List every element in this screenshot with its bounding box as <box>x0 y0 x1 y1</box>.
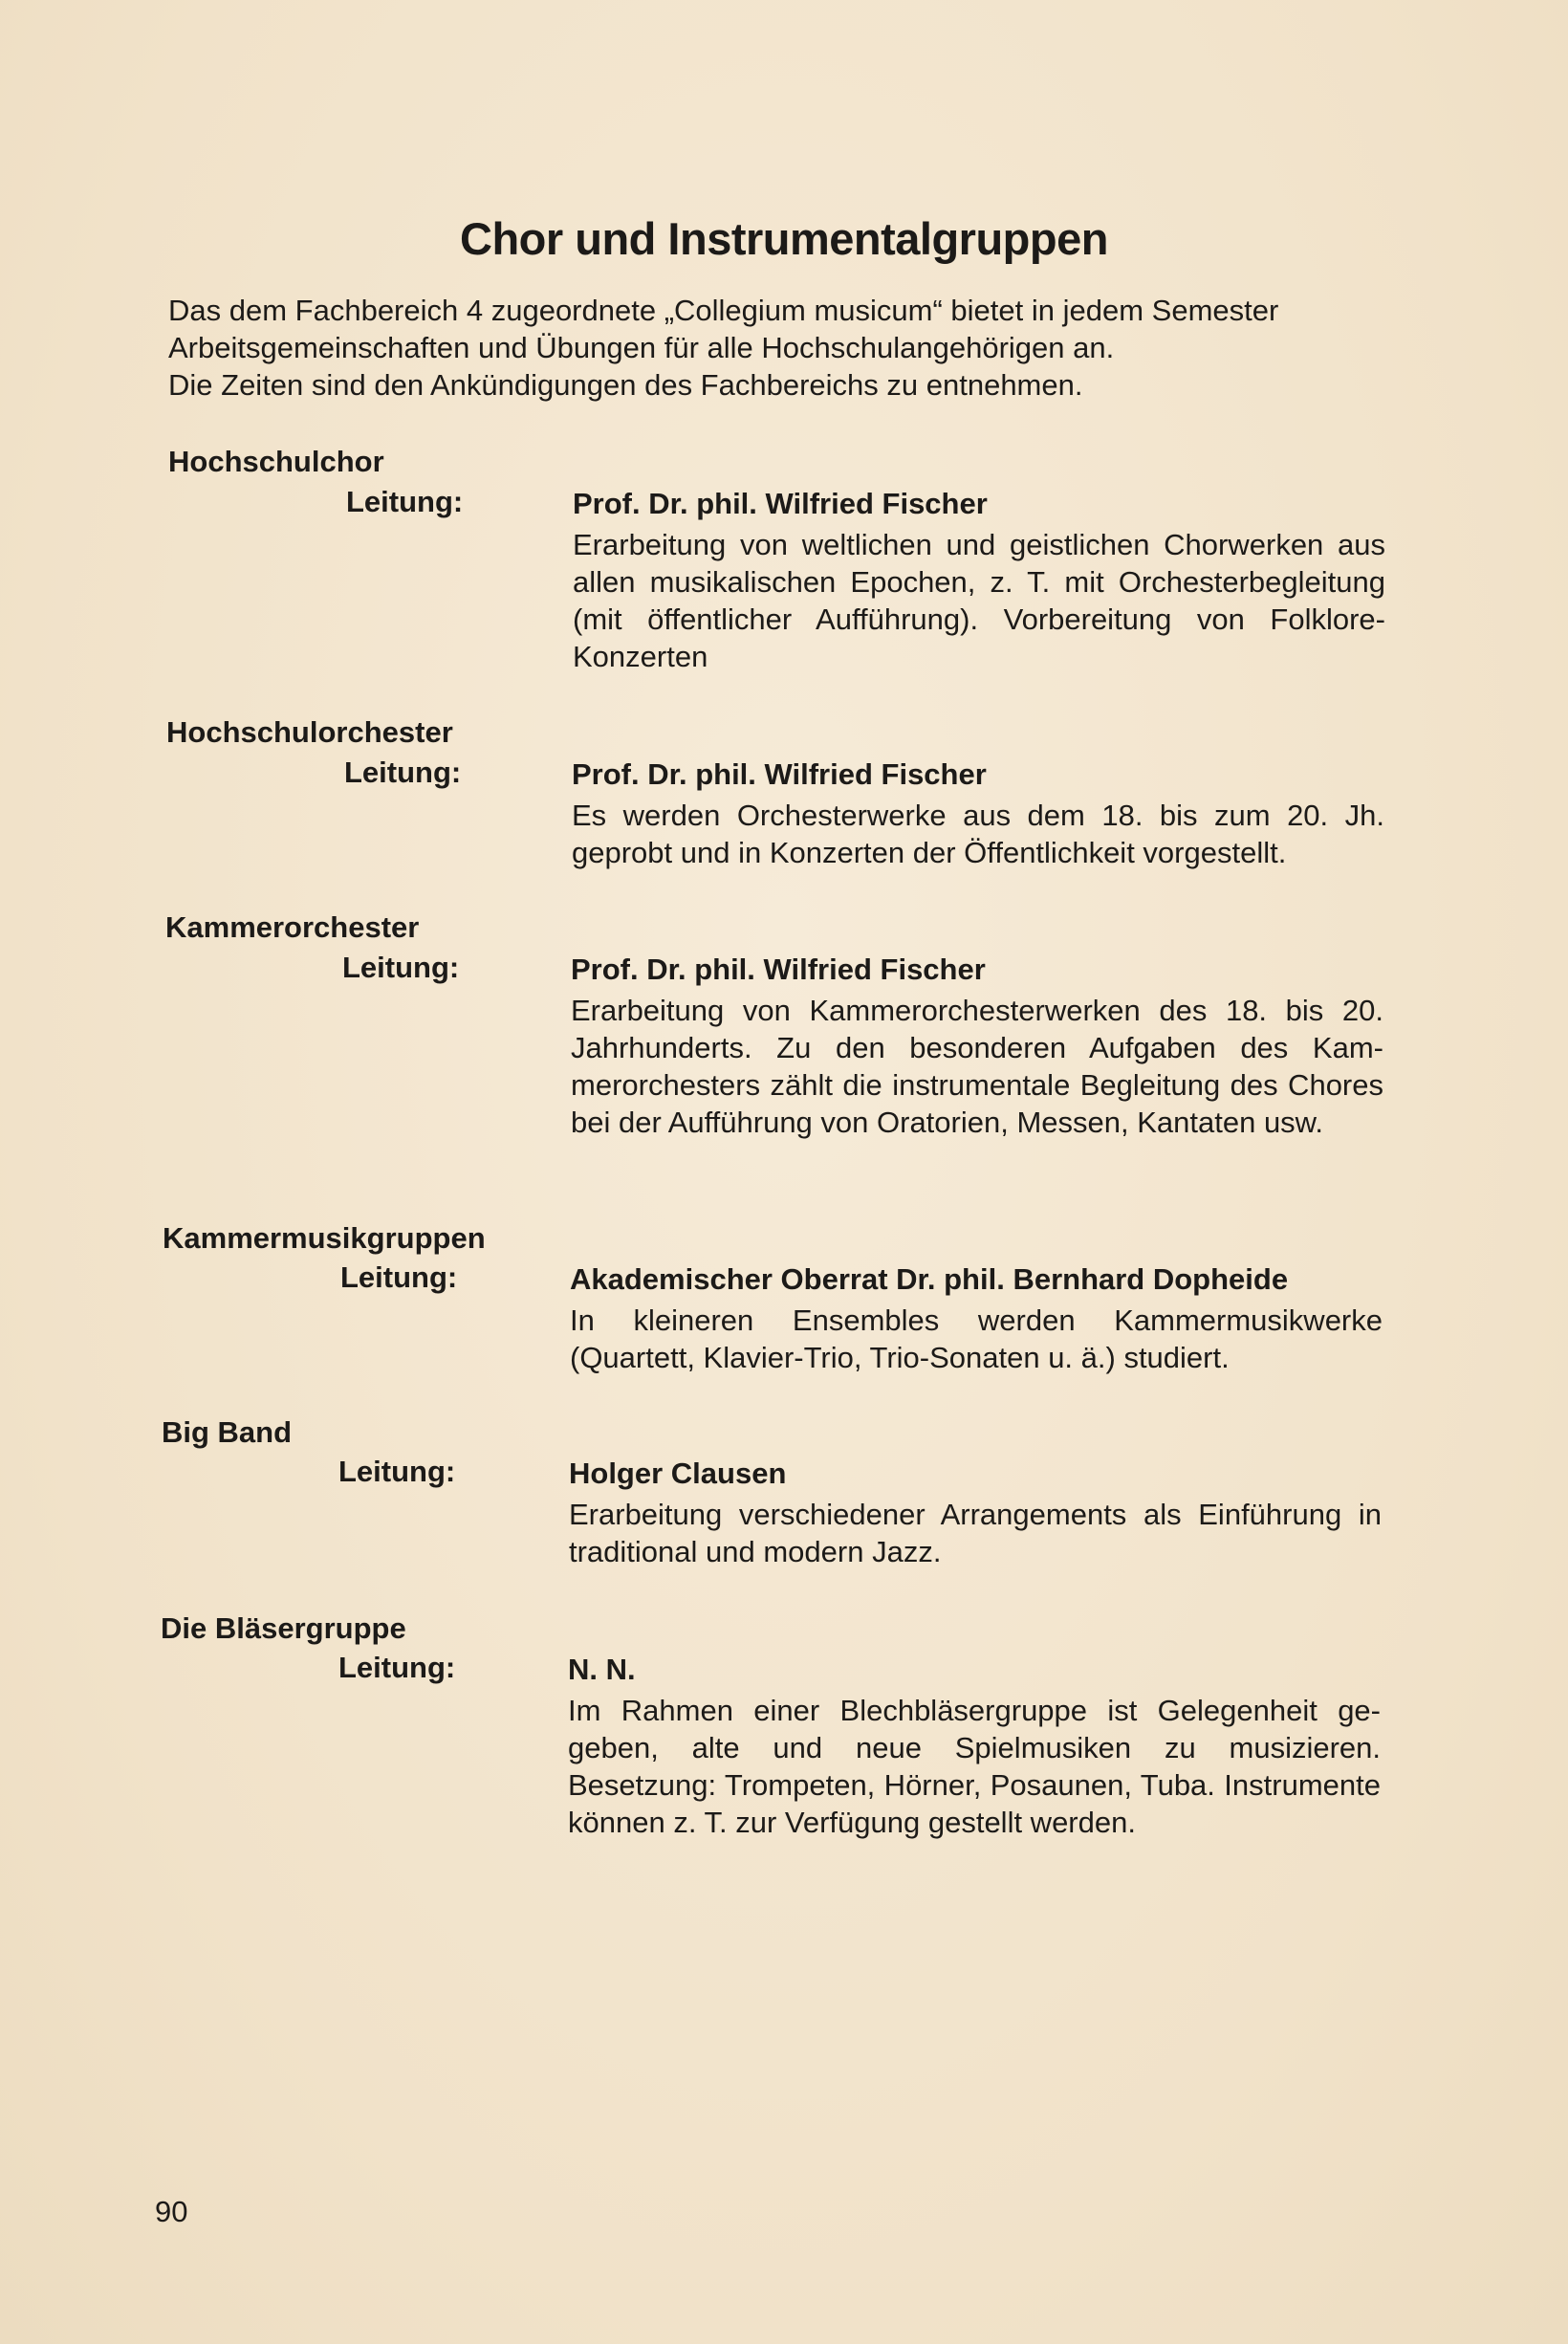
leitung-label: Leitung: <box>338 1651 456 1684</box>
intro-line: Arbeitsgemeinschaften und Übungen für alle Hochschulangehörigen an. <box>168 331 1115 364</box>
leitung-label: Leitung: <box>338 1455 456 1488</box>
section-description: Erarbeitung von Kammerorchesterwerken des 18. bis 20. Jahrhunderts. Zu den besonderen Aufgaben des Kammerorchesters zählt die instrumentale Begleitung des Chores bei der Aufführung von Oratorien, Messen, Kantaten usw. <box>571 994 1383 1139</box>
page-title: Chor und Instrumentalgruppen <box>460 213 1108 264</box>
leitung-label: Leitung: <box>342 951 460 984</box>
section-leader: N. N. <box>568 1653 636 1686</box>
section-leader: Prof. Dr. phil. Wilfried Fischer <box>573 487 988 520</box>
section-leader: Prof. Dr. phil. Wilfried Fischer <box>571 953 986 986</box>
section-body <box>572 756 1384 871</box>
section-body <box>570 1260 1383 1376</box>
section-name: Hochschulchor <box>168 445 384 478</box>
section-name: Big Band <box>162 1415 293 1449</box>
page-number: 90 <box>155 2195 188 2228</box>
section-description: Erarbeitung von weltlichen und geistlichen Chorwerken aus allen musikalischen Epochen, z. T. mit Orchesterbegleitung (mit öffentlicher Aufführung). Vorbereitung von Folklore-Konzerten <box>573 528 1385 673</box>
section-name: Kammerorchester <box>165 910 420 944</box>
section-description: Erarbeitung verschiedener Arrangements als Einführung in traditional und modern Jazz. <box>569 1498 1382 1568</box>
section-body <box>569 1455 1382 1570</box>
section-body <box>571 951 1383 1141</box>
section-name: Die Bläsergruppe <box>161 1611 406 1645</box>
leitung-label: Leitung: <box>344 756 462 789</box>
section-body <box>573 485 1385 675</box>
section-leader: Prof. Dr. phil. Wilfried Fischer <box>572 757 987 791</box>
intro-line: Die Zeiten sind den Ankündigungen des Fachbereichs zu entnehmen. <box>168 368 1083 402</box>
section-description: In kleineren Ensembles werden Kammermusikwerke (Quartett, Klavier-Trio, Trio-Sonaten u. ä.) studiert. <box>570 1303 1383 1374</box>
intro-line: Das dem Fachbereich 4 zugeordnete „Collegium musicum“ bietet in jedem Semester <box>168 294 1279 327</box>
section-name: Kammermusikgruppen <box>163 1221 486 1255</box>
leitung-label: Leitung: <box>346 485 464 518</box>
section-body <box>568 1651 1381 1841</box>
section-description: Es werden Orchesterwerke aus dem 18. bis zum 20. Jh. geprobt und in Konzerten der Öffentlichkeit vorgestellt. <box>572 799 1384 869</box>
section-leader: Holger Clausen <box>569 1457 787 1490</box>
intro-paragraph <box>168 292 1411 404</box>
section-name: Hochschulorchester <box>166 715 453 749</box>
leitung-label: Leitung: <box>340 1260 458 1294</box>
section-leader: Akademischer Oberrat Dr. phil. Bernhard Dopheide <box>570 1262 1289 1296</box>
section-description: Im Rahmen einer Blechbläsergruppe ist Gelegenheit gegeben, alte und neue Spielmusiken zu musizieren. Besetzung: Trompeten, Hörner, Posaunen, Tuba. Instrumente können z. T. zur Verfügung gestellt werden. <box>568 1694 1381 1839</box>
